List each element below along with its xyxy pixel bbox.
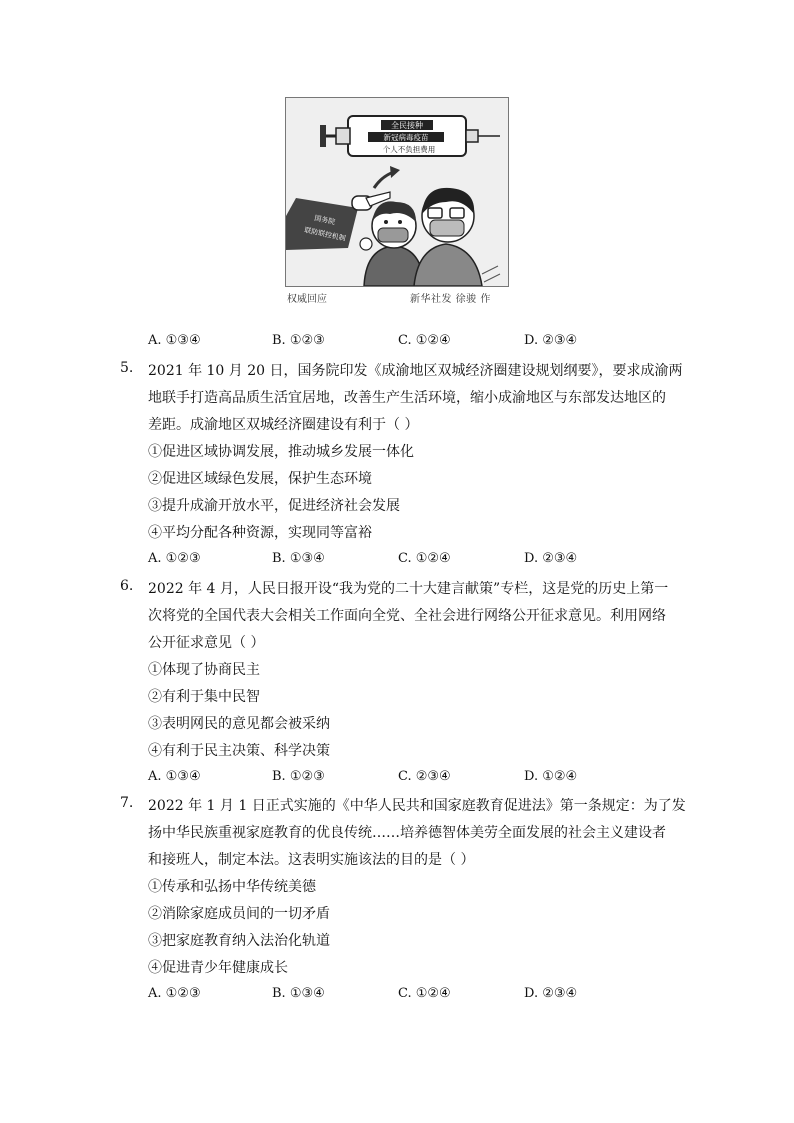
q7-item-3: ③把家庭教育纳入法治化轨道 (148, 933, 330, 949)
q6-option-c[interactable]: C. ②③④ (398, 769, 451, 784)
syringe-text-2: 新冠病毒疫苗 (383, 133, 429, 142)
q4-option-d[interactable]: D. ②③④ (524, 333, 578, 348)
q7-item-4: ④促进青少年健康成长 (148, 960, 288, 976)
q7-option-d[interactable]: D. ②③④ (524, 986, 578, 1001)
cartoon-caption-credit: 新华社发 徐骏 作 (410, 294, 491, 305)
sleeve-text-2: 联防联控机制 (303, 226, 347, 243)
q6-stem-line-1: 2022 年 4 月，人民日报开设“我为党的二十大建言献策”专栏，这是党的历史上第一 (148, 581, 669, 597)
syringe-text-3: 个人不负担费用 (382, 145, 436, 154)
sleeve-text-1: 国务院 (313, 214, 336, 227)
q6-stem-line-2: 次将党的全国代表大会相关工作面向全党、全社会进行网络公开征求意见。利用网络 (148, 608, 666, 624)
q6-item-2: ②有利于集中民智 (148, 689, 260, 705)
q6-option-a[interactable]: A. ①③④ (148, 769, 201, 784)
q5-option-c[interactable]: C. ①②④ (398, 551, 451, 566)
q6-item-1: ①体现了协商民主 (148, 662, 260, 678)
q6-item-3: ③表明网民的意见都会被采纳 (148, 716, 330, 732)
q7-option-b[interactable]: B. ①③④ (272, 986, 325, 1001)
q7-stem-line-2: 扬中华民族重视家庭教育的优良传统……培养德智体美劳全面发展的社会主义建设者 (148, 825, 666, 841)
q6-item-4: ④有利于民主决策、科学决策 (148, 743, 330, 759)
q5-item-3: ③提升成渝开放水平，促进经济社会发展 (148, 498, 400, 514)
q5-stem-line-3: 差距。成渝地区双城经济圈建设有利于（ ） (148, 417, 419, 433)
q5-stem-line-2: 地联手打造高品质生活宜居地，改善生产生活环境，缩小成渝地区与东部发达地区的 (148, 390, 666, 406)
q7-item-2: ②消除家庭成员间的一切矛盾 (148, 906, 330, 922)
cartoon-caption-title: 权威回应 (287, 294, 327, 305)
q5-item-4: ④平均分配各种资源，实现同等富裕 (148, 525, 372, 541)
syringe-text-1: 全民接种 (391, 121, 423, 130)
q7-stem-line-3: 和接班人，制定本法。这表明实施该法的目的是（ ） (148, 852, 475, 868)
q7-option-a[interactable]: A. ①②③ (148, 986, 201, 1001)
q5-number: 5. (120, 360, 134, 376)
q4-option-a[interactable]: A. ①③④ (148, 333, 201, 348)
q6-option-b[interactable]: B. ①②③ (272, 769, 325, 784)
q6-number: 6. (120, 578, 134, 594)
q6-stem-line-3: 公开征求意见（ ） (148, 635, 265, 651)
q5-item-1: ①促进区域协调发展，推动城乡发展一体化 (148, 444, 414, 460)
q6-option-d[interactable]: D. ①②④ (524, 769, 578, 784)
q4-option-c[interactable]: C. ①②④ (398, 333, 451, 348)
q5-option-b[interactable]: B. ①③④ (272, 551, 325, 566)
q7-item-1: ①传承和弘扬中华传统美德 (148, 879, 316, 895)
q4-option-b[interactable]: B. ①②③ (272, 333, 325, 348)
q7-option-c[interactable]: C. ①②④ (398, 986, 451, 1001)
q5-option-d[interactable]: D. ②③④ (524, 551, 578, 566)
q5-option-a[interactable]: A. ①②③ (148, 551, 201, 566)
q7-stem-line-1: 2022 年 1 月 1 日正式实施的《中华人民共和国家庭教育促进法》第一条规定：为了发 (148, 798, 686, 814)
cartoon-illustration (285, 97, 509, 287)
q5-stem-line-1: 2021 年 10 月 20 日，国务院印发《成渝地区双城经济圈建设规划纲要》，要求成渝两 (148, 363, 683, 379)
q7-number: 7. (120, 795, 134, 811)
q5-item-2: ②促进区域绿色发展，保护生态环境 (148, 471, 372, 487)
cartoon-drawing (286, 98, 508, 286)
